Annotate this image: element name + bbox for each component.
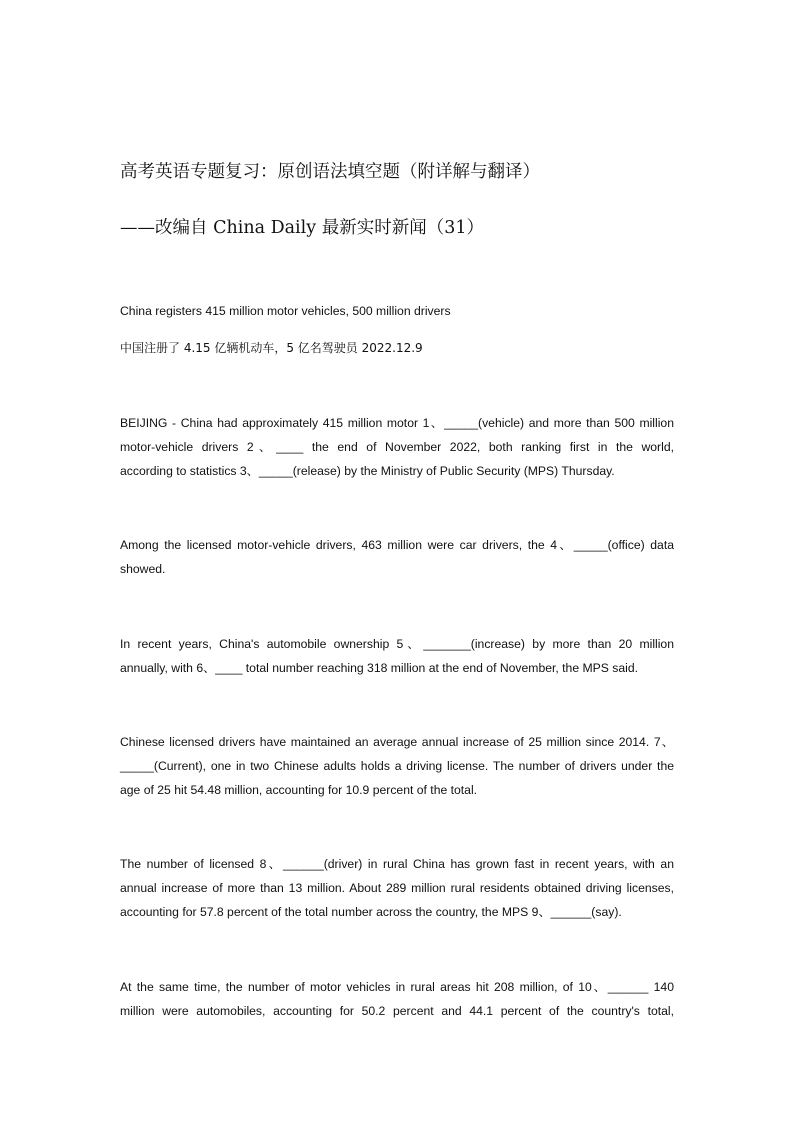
document-subtitle: ——改编自 China Daily 最新实时新闻（31） [120,218,484,238]
paragraph-line: motor-vehicle drivers 2、____ the end of November 2022, both ranking first in the world, [120,440,674,454]
document-title: 高考英语专题复习：原创语法填空题（附详解与翻译） [120,162,540,182]
paragraph-line: At the same time, the number of motor vehicles in rural areas hit 208 million, of 10、______ 140 [120,980,674,994]
paragraph-line: million were automobiles, accounting for 50.2 percent and 44.1 percent of the country's total, [120,1004,674,1018]
paragraph-line: BEIJING - China had approximately 415 million motor 1、_____(vehicle) and more than 500 million [120,416,674,430]
paragraph-line: showed. [120,562,166,576]
paragraph-line: accounting for 57.8 percent of the total number across the country, the MPS 9、______(say). [120,905,622,919]
paragraph-line: Among the licensed motor-vehicle drivers, 463 million were car drivers, the 4、_____(office) data [120,538,674,552]
paragraph-line: annually, with 6、____ total number reaching 318 million at the end of November, the MPS said. [120,661,639,675]
paragraph-line: _____(Current), one in two Chinese adults holds a driving license. The number of drivers under the [120,759,674,773]
paragraph-line: annual increase of more than 13 million. About 289 million rural residents obtained driving licenses, [120,881,674,895]
headline-chinese: 中国注册了 4.15 亿辆机动车，5 亿名驾驶员 2022.12.9 [120,341,423,355]
paragraph-line: The number of licensed 8、______(driver) in rural China has grown fast in recent years, with an [120,857,674,871]
paragraph-line: In recent years, China's automobile ownership 5、_______(increase) by more than 20 million [120,637,674,651]
paragraph-line: Chinese licensed drivers have maintained an average annual increase of 25 million since 2014. 7、 [120,735,674,749]
paragraph-line: according to statistics 3、_____(release) by the Ministry of Public Security (MPS) Thursday. [120,464,615,478]
paragraph-line: age of 25 hit 54.48 million, accounting for 10.9 percent of the total. [120,783,478,797]
headline-english: China registers 415 million motor vehicles, 500 million drivers [120,304,451,318]
